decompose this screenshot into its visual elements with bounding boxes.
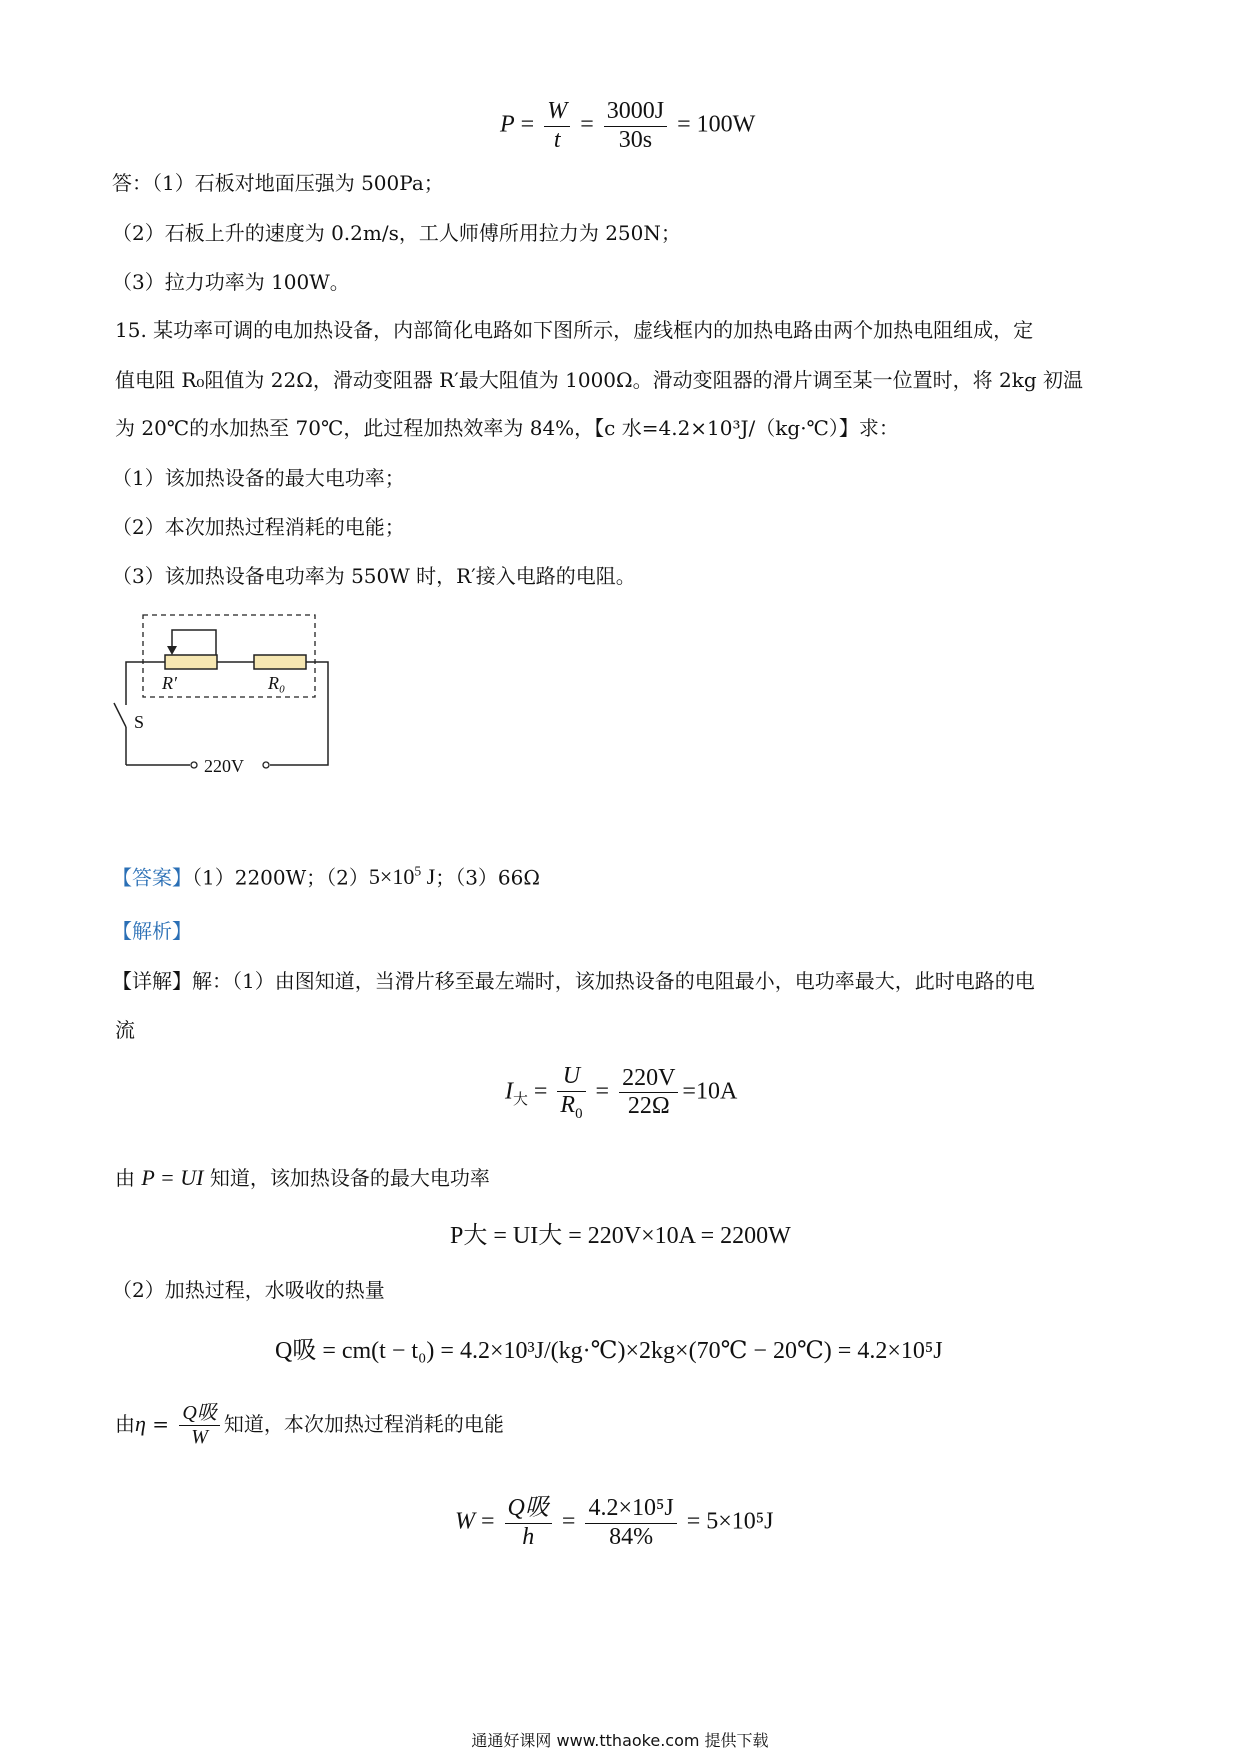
terminal-left [191, 762, 197, 768]
left-wire [126, 662, 165, 705]
detail-text-1: 解：（1）由图知道，当滑片移至最左端时，该加热设备的电阻最小，电功率最大，此时电路的电 [192, 969, 1035, 993]
max-power-equation: P大 = UI大 = 220V×10A = 2200W [450, 1223, 791, 1249]
fraction: $\frac{W}{t}$ [544, 98, 570, 154]
detail-line-1 [112, 971, 1035, 991]
eq-rhs: 100W [696, 111, 756, 138]
terminal-right [263, 762, 269, 768]
detail-line-3: （2）加热过程，水吸收的热量 [112, 1278, 385, 1302]
analysis-tag: 【解析】 [112, 919, 192, 943]
rheostat-label: R′ [162, 673, 177, 693]
fraction: $\frac{3000J}{30s}$ [604, 98, 667, 154]
resistor-r0 [254, 655, 306, 669]
fraction: $\frac{U}{R_0}$ [557, 1063, 585, 1122]
question-line-2: 值电阻 R₀阻值为 22Ω，滑动变阻器 R′最大阻值为 1000Ω。滑动变阻器的滑片调至某一位置时，将 2kg 初温 [115, 368, 1083, 392]
answer-tag: 【答案】 [112, 865, 192, 890]
detail-line-4: 由η = $\frac{\text{Q吸}}{W}$ 知道，本次加热过程消耗的电能 [115, 1402, 504, 1448]
switch-label: S [134, 712, 145, 732]
rheostat [165, 655, 217, 669]
answer-part-2-base: 5×10 [368, 864, 415, 890]
eq-lhs: P [500, 111, 515, 138]
current-equation: $I_大$ = $\frac{U}{R_0}$ = $\frac{220V}{22\Omega}$ =10A [505, 1063, 738, 1122]
footer: 通通好课网 www.tthaoke.com 提供下载 [471, 1731, 769, 1750]
question-line-1: 15. 某功率可调的电加热设备，内部简化电路如下图所示，虚线框内的加热电路由两个加热电阻组成，定 [115, 318, 1034, 342]
slider-arrow [167, 646, 177, 655]
switch-blade [114, 703, 126, 727]
heat-equation: Q吸 = cm(t − t₀) = 4.2×10³J/(kg·℃)×2kg×(70℃ − 20℃) = 4.2×10⁵J [275, 1338, 943, 1364]
fraction: $\frac{220V}{22\Omega}$ [619, 1065, 678, 1121]
resistor-label: R₀ [268, 673, 286, 693]
question-part-2: （2）本次加热过程消耗的电能； [112, 515, 405, 539]
fraction: $\frac{\text{Q吸}}{W}$ [179, 1402, 219, 1449]
prev-answer-3: （3）拉力功率为 100W。 [112, 270, 350, 294]
fraction: $\frac{\text{Q吸}}{h}$ [505, 1495, 552, 1551]
detail-tag: 【详解】 [112, 969, 192, 993]
power-equation: P = $\frac{W}{t}$ = $\frac{3000J}{30s}$ = 100W [500, 98, 756, 153]
answer-part-2-unit: J [421, 864, 436, 890]
voltage-label: 220V [204, 756, 244, 776]
question-part-3: （3）该加热设备电功率为 550W 时，R′接入电路的电阻。 [112, 564, 636, 588]
prev-answer-2: （2）石板上升的速度为 0.2m/s，工人师傅所用拉力为 250N； [112, 221, 681, 245]
detail-line-2: 由 P = UI 知道，该加热设备的最大电功率 [115, 1165, 490, 1190]
answer-line [112, 865, 540, 888]
circuit-diagram [110, 605, 340, 785]
prev-answer-intro: 答：（1）石板对地面压强为 500Pa； [112, 171, 444, 195]
answer-part-1: （1）2200W；（2） [192, 865, 369, 890]
detail-line-1b: 流 [115, 1018, 135, 1042]
formula-p-ui: P = UI [141, 1165, 204, 1190]
question-part-1: （1）该加热设备的最大电功率； [112, 466, 405, 490]
energy-equation: W = $\frac{\text{Q吸}}{h}$ = $\frac{\text{4.2×10⁵J}}{84\%}$ = 5×10⁵J [455, 1495, 774, 1550]
question-line-3: 为 20℃的水加热至 70℃，此过程加热效率为 84%，【c 水=4.2×10³J/（kg·℃）】求： [115, 416, 899, 440]
answer-part-2-exp: 5 [414, 864, 422, 879]
answer-part-3: ；（3）66Ω [435, 865, 540, 890]
fraction: $\frac{\text{4.2×10⁵J}}{84\%}$ [585, 1495, 676, 1551]
